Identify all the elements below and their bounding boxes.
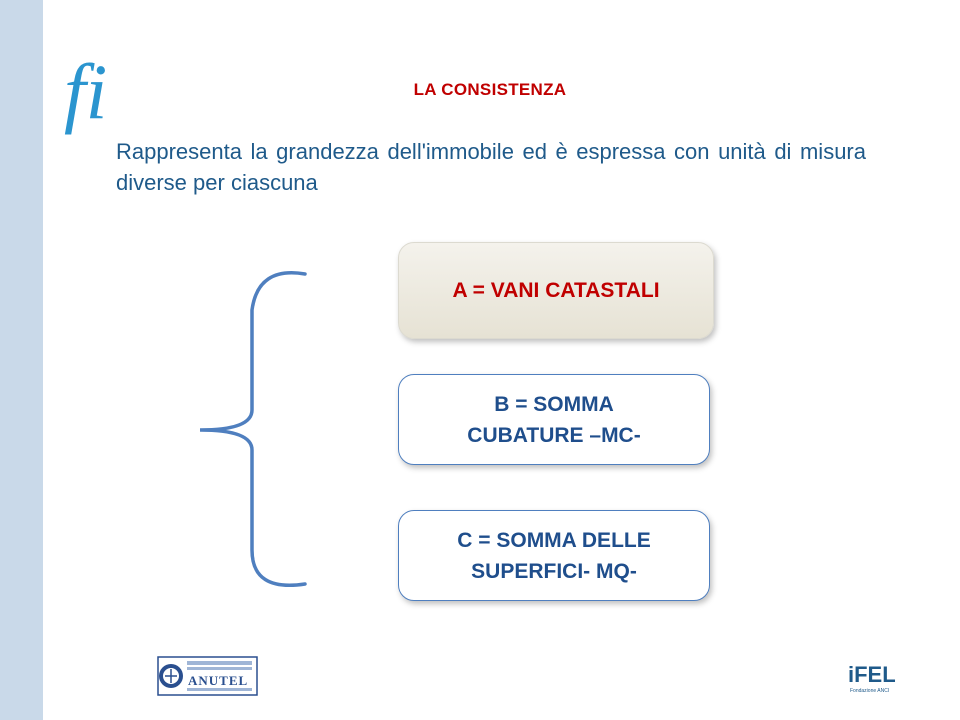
intro-text: Rappresenta la grandezza dell'immobile ed è espressa con unità di misura diverse per ciascuna — [116, 139, 866, 195]
side-band — [0, 0, 43, 720]
box-b-line2: CUBATURE –MC- — [467, 423, 641, 447]
ifel-logo — [846, 658, 896, 698]
left-brace — [190, 262, 320, 597]
box-somma-superfici — [398, 510, 710, 601]
anutel-logo — [157, 656, 258, 696]
anutel-logo-text: ANUTEL — [188, 673, 249, 688]
box-vani-catastali — [398, 242, 714, 339]
ifel-logo-text: iFEL — [848, 662, 896, 687]
box-somma-cubature — [398, 374, 710, 465]
ifel-logo-subtext: Fondazione ANCI — [850, 688, 890, 694]
fi-logo-text: fi — [64, 48, 108, 135]
box-c-line1: C = SOMMA DELLE — [457, 528, 651, 552]
slide-title: LA CONSISTENZA — [413, 80, 567, 99]
box-a-label: A = VANI CATASTALI — [452, 279, 660, 302]
box-c-line2: SUPERFICI- MQ- — [471, 559, 637, 583]
box-b-line1: B = SOMMA — [494, 392, 614, 416]
